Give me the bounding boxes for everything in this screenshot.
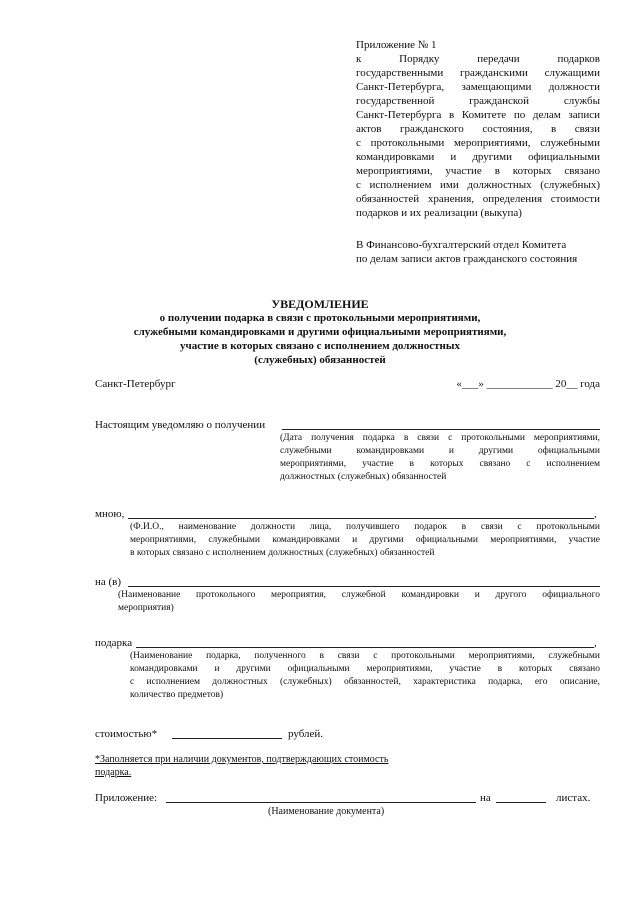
appendix-line: государственной гражданской службы xyxy=(356,95,600,107)
appendix-line: с исполнением ими должностных (служебных) xyxy=(356,179,600,191)
gift-hint xyxy=(130,650,600,702)
at-label: на (в) xyxy=(95,576,122,588)
receipt-hint xyxy=(280,432,600,484)
comma: , xyxy=(594,637,597,649)
hint-line: количество предметов) xyxy=(130,690,224,700)
hint-line: (Дата получения подарка в связи с протокольными мероприятиями, xyxy=(280,433,600,443)
appendix-line: Санкт-Петербурга, замещающими должности xyxy=(356,81,600,93)
hint-line: командировками и другими официальными мероприятиями, участие в которых связано xyxy=(130,664,600,674)
city: Санкт-Петербург xyxy=(95,378,176,390)
hint-line: (Ф.И.О., наименование должности лица, получившего подарок в связи с протокольными xyxy=(130,522,600,532)
subtitle-line: (служебных) обязанностей xyxy=(254,354,386,366)
hint-line: с исполнением должностных (служебных) обязанностей, характеристика подарка, его описание, xyxy=(130,677,600,687)
notice-title: УВЕДОМЛЕНИЕ xyxy=(271,297,369,311)
hint-line: (Наименование протокольного мероприятия, служебной командировки и другого официального xyxy=(118,590,600,600)
notice-subtitle xyxy=(90,311,550,367)
appendix-line: Санкт-Петербурга в Комитете по делам записи xyxy=(356,109,600,121)
footnote-line-2: подарка. xyxy=(95,767,132,778)
appendix-line: обязанностей хранения, определения стоимости xyxy=(356,193,600,205)
attach-on: на xyxy=(480,792,491,804)
subtitle-line: служебными командировками и другими официальными мероприятиями, xyxy=(133,326,507,338)
cost-unit: рублей. xyxy=(288,728,324,740)
hint-line: мероприятиями, участие в которых связано с исполнением xyxy=(280,459,600,469)
appendix-line: актов гражданского состояния, в связи xyxy=(356,123,600,135)
receipt-label: Настоящим уведомляю о получении xyxy=(95,419,266,431)
hint-line: (Наименование подарка, полученного в связи с протокольными мероприятиями, служебными xyxy=(130,651,600,661)
me-input[interactable] xyxy=(128,518,594,519)
hint-line: служебными командировками и другими официальными xyxy=(280,446,600,456)
addressee-block xyxy=(356,238,616,266)
attach-sheets-label: листах. xyxy=(556,792,591,804)
attach-label: Приложение: xyxy=(95,792,158,804)
subtitle-line: о получении подарка в связи с протокольными мероприятиями, xyxy=(159,312,481,324)
appendix-block xyxy=(356,38,600,220)
appendix-line: командировками и другими официальными xyxy=(356,151,600,163)
comma: , xyxy=(594,508,597,520)
hint-line: должностных (служебных) обязанностей xyxy=(280,472,447,482)
gift-input[interactable] xyxy=(136,647,594,648)
attach-sheets-input[interactable] xyxy=(496,802,546,803)
hint-line: мероприятиями, служебными командировками и другими официальными мероприятиями, участие xyxy=(130,535,600,545)
addressee-line-2: по делам записи актов гражданского состояния xyxy=(356,253,578,265)
event-input[interactable] xyxy=(128,586,600,587)
appendix-line: мероприятиями, участие в которых связано xyxy=(356,165,600,177)
me-label: мною, xyxy=(95,508,125,520)
appendix-line: с протокольными мероприятиями, служебными xyxy=(356,137,600,149)
hint-line: в которых связано с исполнением должностных (служебных) обязанностей xyxy=(130,548,435,558)
addressee-line-1: В Финансово-бухгалтерский отдел Комитета xyxy=(356,239,567,251)
cost-label: стоимостью* xyxy=(95,728,158,740)
subtitle-line: участие в которых связано с исполнением должностных xyxy=(180,340,460,352)
attach-hint: (Наименование документа) xyxy=(268,806,385,817)
appendix-line: к Порядку передачи подарков xyxy=(356,53,600,65)
gift-label: подарка xyxy=(95,637,133,649)
appendix-line: государственными гражданскими служащими xyxy=(356,67,600,79)
footnote-line-1: *Заполняется при наличии документов, подтверждающих стоимость xyxy=(95,754,389,765)
date-field[interactable]: «___» ____________ 20__ года xyxy=(456,378,600,390)
receipt-date-input[interactable] xyxy=(282,429,600,430)
at-hint xyxy=(118,589,600,615)
hint-line: мероприятия) xyxy=(118,603,174,613)
me-hint xyxy=(130,521,600,560)
appendix-title: Приложение № 1 xyxy=(356,39,437,51)
appendix-line: подарков и их реализации (выкупа) xyxy=(356,207,522,219)
attach-document-input[interactable] xyxy=(166,802,476,803)
cost-input[interactable] xyxy=(172,738,282,739)
